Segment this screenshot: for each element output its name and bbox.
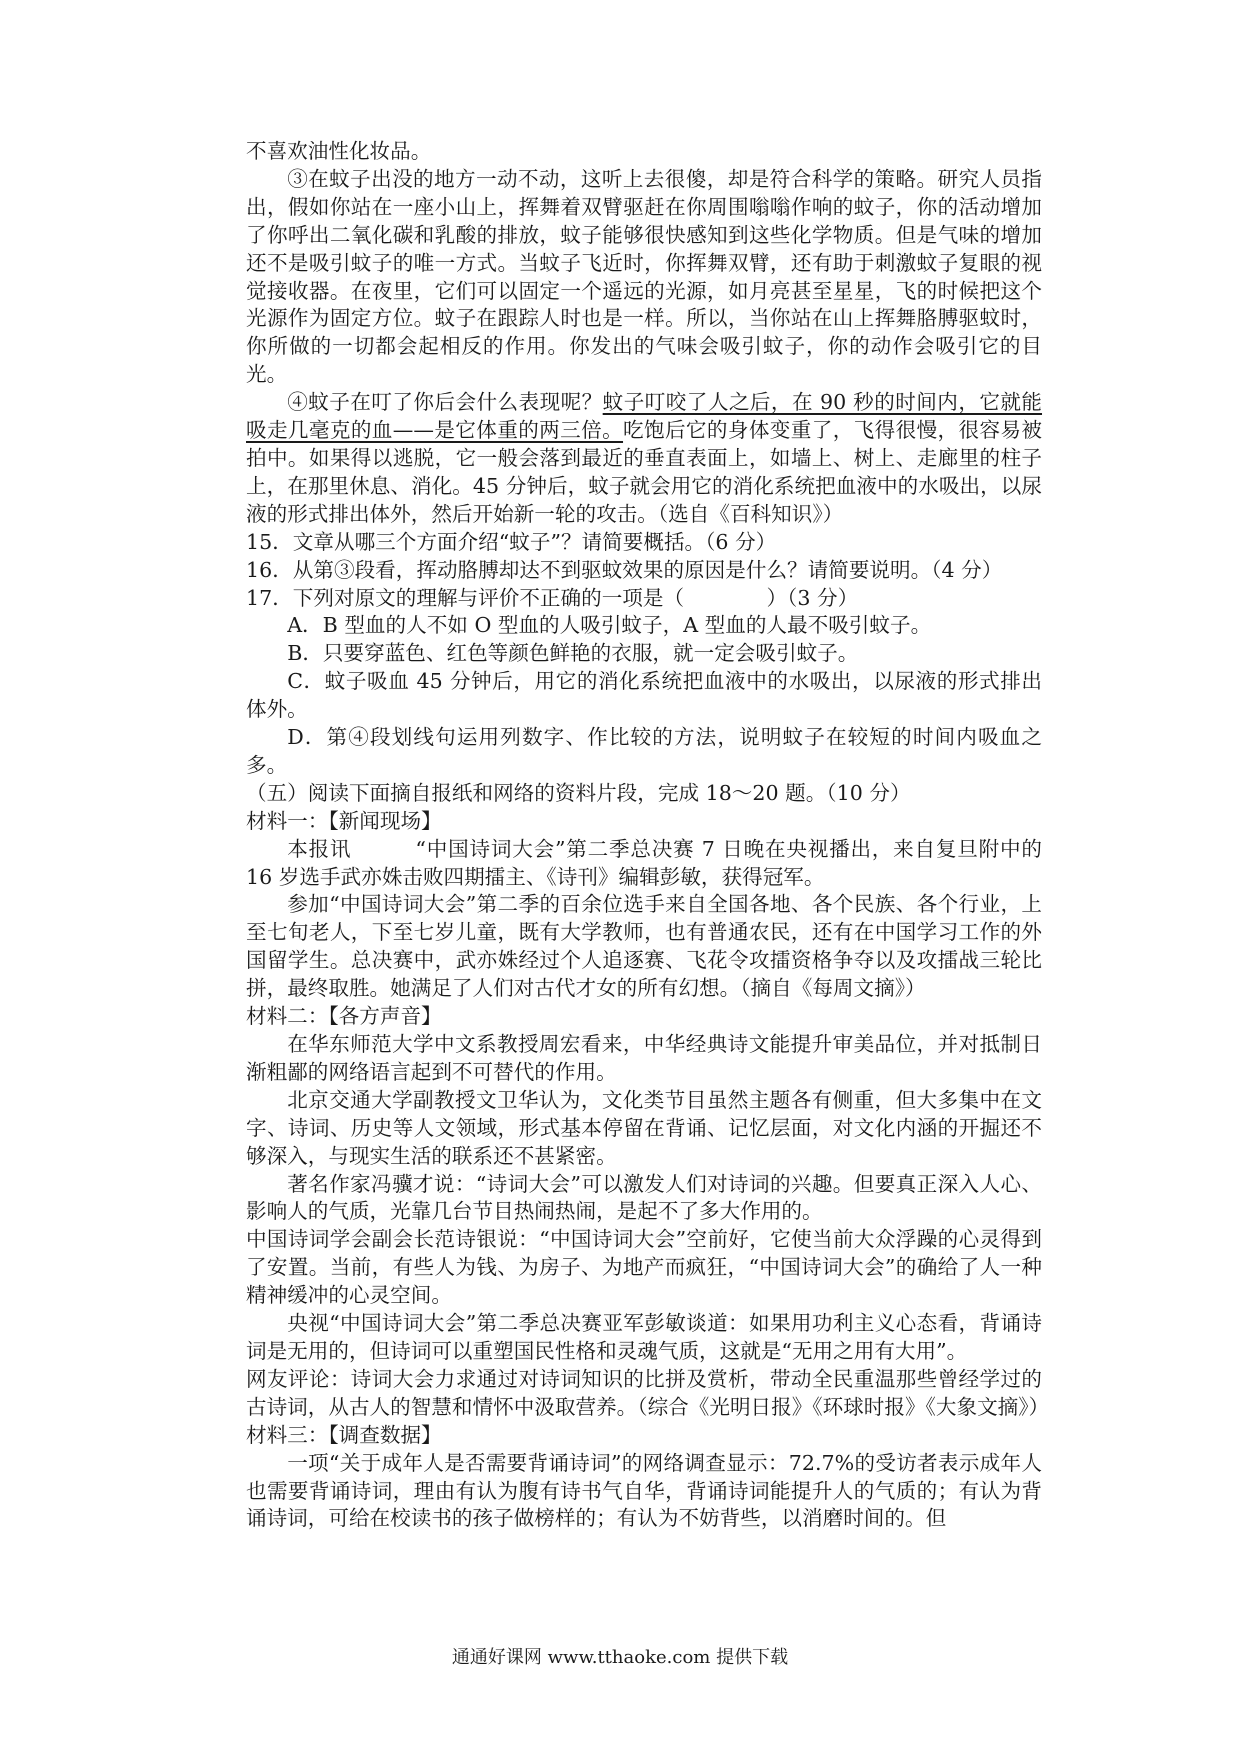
question-17-option-c: C．蚊子吸血 45 分钟后，用它的消化系统把血液中的水吸出，以尿液的形式排出体外。 bbox=[246, 669, 1042, 722]
question-17-option-a: A．B 型血的人不如 O 型血的人吸引蚊子，A 型血的人最不吸引蚊子。 bbox=[287, 613, 932, 638]
material-2-paragraph-3: 著名作家冯骥才说：“诗词大会”可以激发人们对诗词的兴趣。但要真正深入人心、影响人的气质，光靠几台节目热闹热闹，是起不了多大作用的。 bbox=[246, 1171, 1042, 1224]
material-2-paragraph-5: 央视“中国诗词大会”第二季总决赛亚军彭敏谈道：如果用功利主义心态看，背诵诗词是无用的，但诗词可以重塑国民性格和灵魂气质，这就是“无用之用有大用”。 bbox=[246, 1311, 1042, 1363]
page-footer: 通通好课网 www.tthaoke.com 提供下载 bbox=[451, 1647, 789, 1668]
material-1-paragraph-2: 参加“中国诗词大会”第二季的百余位选手来自全国各地、各个民族、各个行业，上至七旬老人，下至七岁儿童，既有大学教师，也有普通农民，还有在中国学习工作的外国留学生。总决赛中，武亦姝经过个人追逐赛、飞花令攻擂资格争夺以及攻擂战三轮比拼，最终取胜。她满足了人们对古代才女的所有幻想。（摘自《每周文摘》） bbox=[246, 892, 1042, 1001]
question-17-option-b: B．只要穿蓝色、红色等颜色鲜艳的衣服，就一定会吸引蚊子。 bbox=[287, 641, 859, 666]
article-paragraph-4 bbox=[246, 389, 1042, 529]
question-17-option-d: D．第④段划线句运用列数字、作比较的方法，说明蚊子在较短的时间内吸血之多。 bbox=[246, 725, 1042, 777]
material-1-paragraph-1: 本报讯 “中国诗词大会”第二季总决赛 7 日晚在央视播出，来自复旦附中的 16 岁选手武亦姝击败四期擂主、《诗刊》编辑彭敏，获得冠军。 bbox=[246, 836, 1042, 889]
underlined-sentence: 蚊子叮咬了人之后，在 90 秒的时间内，它就能吸走几毫克的血——是它体重的两三倍。 bbox=[246, 390, 1043, 443]
article-line-continued: 不喜欢油性化妆品。 bbox=[246, 139, 432, 163]
material-2-paragraph-6: 网友评论：诗词大会力求通过对诗词知识的比拼及赏析，带动全民重温那些曾经学过的古诗词，从古人的智慧和情怀中汲取营养。（综合《光明日报》《环球时报》《大象文摘》） bbox=[246, 1366, 1050, 1419]
article-paragraph-3: ③在蚊子出没的地方一动不动，这听上去很傻，却是符合科学的策略。研究人员指出，假如你站在一座小山上，挥舞着双臂驱赶在你周围嗡嗡作响的蚊子，你的活动增加了你呼出二氧化碳和乳酸的排放，蚊子能够很快感知到这些化学物质。但是气味的增加还不是吸引蚊子的唯一方式。当蚊子飞近时，你挥舞双臂，还有助于刺激蚊子复眼的视觉接收器。在夜里，它们可以固定一个遥远的光源，如月亮甚至星星，飞的时候把这个光源作为固定方位。蚊子在跟踪人时也是一样。所以，当你站在山上挥舞胳膊驱蚊时，你所做的一切都会起相反的作用。你发出的气味会吸引蚊子，你的动作会吸引它的目光。 bbox=[246, 166, 1042, 387]
question-16: 16．从第③段看，挥动胳膊却达不到驱蚊效果的原因是什么？请简要说明。（4 分） bbox=[246, 557, 1003, 582]
paragraph-4-rest: 吃饱后它的身体变重了，飞得很慢，很容易被拍中。如果得以逃脱，它一般会落到最近的垂直表面上，如墙上、树上、走廊里的柱子上，在那里休息、消化。45 分钟后，蚊子就会用它的消化系统把血液中的水吸出，以尿液的形式排出体外，然后开始新一轮的攻击。（选自《百科知识》） bbox=[246, 418, 1042, 526]
material-2-paragraph-2: 北京交通大学副教授文卫华认为，文化类节目虽然主题各有侧重，但大多集中在文字、诗词、历史等人文领域，形式基本停留在背诵、记忆层面，对文化内涵的开掘还不够深入，与现实生活的联系还不甚紧密。 bbox=[246, 1087, 1042, 1168]
material-2-title: 材料二：【各方声音】 bbox=[246, 1004, 442, 1029]
question-17: 17．下列对原文的理解与评价不正确的一项是（ ）（3 分） bbox=[246, 585, 859, 610]
document-page bbox=[246, 138, 1050, 1533]
question-15: 15．文章从哪三个方面介绍“蚊子”？请简要概括。（6 分） bbox=[246, 529, 777, 554]
material-3-paragraph-1: 一项“关于成年人是否需要背诵诗词”的网络调查显示：72.7%的受访者表示成年人也需要背诵诗词，理由有认为腹有诗书气自华，背诵诗词能提升人的气质的；有认为背诵诗词，可给在校读书的孩子做榜样的；有认为不妨背些，以消磨时间的。但 bbox=[246, 1450, 1042, 1531]
material-1-title: 材料一：【新闻现场】 bbox=[246, 808, 442, 833]
material-2-paragraph-4: 中国诗词学会副会长范诗银说：“中国诗词大会”空前好，它使当前大众浮躁的心灵得到了安置。当前，有些人为钱、为房子、为地产而疯狂，“中国诗词大会”的确给了人一种精神缓冲的心灵空间。 bbox=[246, 1227, 1042, 1308]
material-2-paragraph-1: 在华东师范大学中文系教授周宏看来，中华经典诗文能提升审美品位，并对抵制日渐粗鄙的网络语言起到不可替代的作用。 bbox=[246, 1032, 1042, 1084]
material-3-title: 材料三：【调查数据】 bbox=[246, 1422, 442, 1447]
section-5-heading: （五）阅读下面摘自报纸和网络的资料片段，完成 18～20 题。（10 分） bbox=[246, 780, 911, 805]
paragraph-4-lead: ④蚊子在叮了你后会什么表现呢？ bbox=[287, 390, 603, 415]
